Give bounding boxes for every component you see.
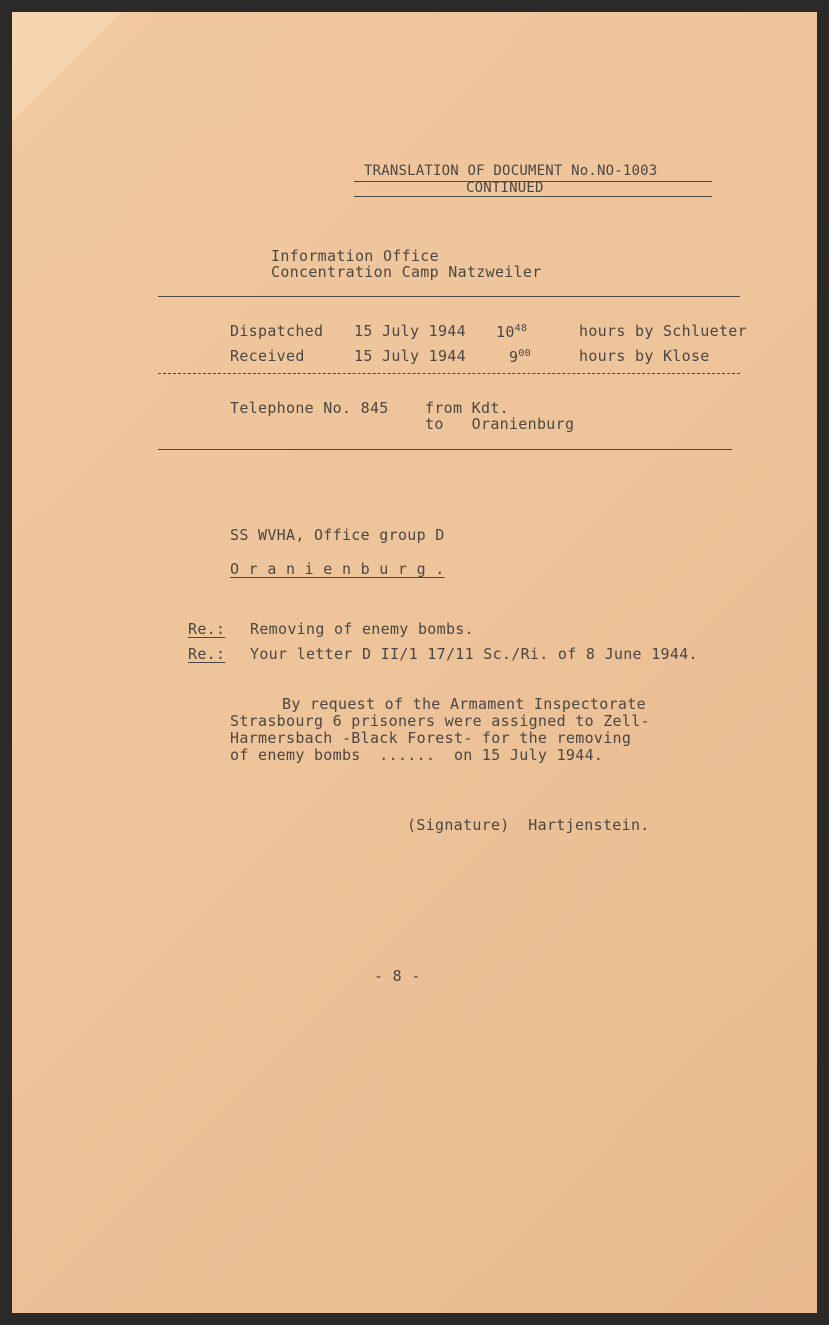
office-name: Information Office: [271, 247, 439, 265]
received-time: $9^{00}$: [509, 348, 531, 366]
body-line-2: Strasbourg 6 prisoners were assigned to Zell-: [230, 712, 650, 730]
dispatched-date: 15 July 1944: [354, 322, 466, 340]
body-line-4: of enemy bombs ...... on 15 July 1944.: [230, 746, 604, 764]
dispatch-divider: [158, 373, 740, 374]
dispatched-by: hours by Schlueter: [579, 322, 747, 340]
page-number: - 8 -: [374, 967, 421, 985]
telephone-from: from Kdt.: [425, 399, 509, 417]
office-divider: [158, 296, 740, 297]
subject-text: Removing of enemy bombs.: [250, 620, 474, 638]
received-by: hours by Klose: [579, 347, 710, 365]
recipient-office: SS WVHA, Office group D: [230, 526, 445, 544]
telephone-divider: [158, 449, 732, 450]
page-fold: [12, 12, 122, 122]
re-label-2: Re.:: [188, 645, 226, 663]
continued-label: CONTINUED: [466, 180, 544, 196]
document-page: [12, 12, 817, 1313]
dispatched-label: Dispatched: [230, 322, 324, 340]
received-label: Received: [230, 347, 305, 365]
reference-letter: Your letter D II/1 17/11 Sc./Ri. of 8 June 1944.: [250, 645, 698, 663]
body-line-1: By request of the Armament Inspectorate: [282, 695, 646, 713]
received-date: 15 July 1944: [354, 347, 466, 365]
dispatched-time: $10^{48}$: [496, 323, 528, 341]
header-underline: [354, 196, 712, 197]
telephone-to: to Oranienburg: [425, 415, 575, 433]
telephone-number: Telephone No. 845: [230, 399, 389, 417]
document-title: TRANSLATION OF DOCUMENT No.NO-1003: [364, 163, 658, 179]
recipient-location: O r a n i e n b u r g .: [230, 560, 445, 578]
re-label-1: Re.:: [188, 620, 226, 638]
body-line-3: Harmersbach -Black Forest- for the removing: [230, 729, 632, 747]
camp-name: Concentration Camp Natzweiler: [271, 263, 542, 281]
signature: (Signature) Hartjenstein.: [407, 816, 650, 834]
